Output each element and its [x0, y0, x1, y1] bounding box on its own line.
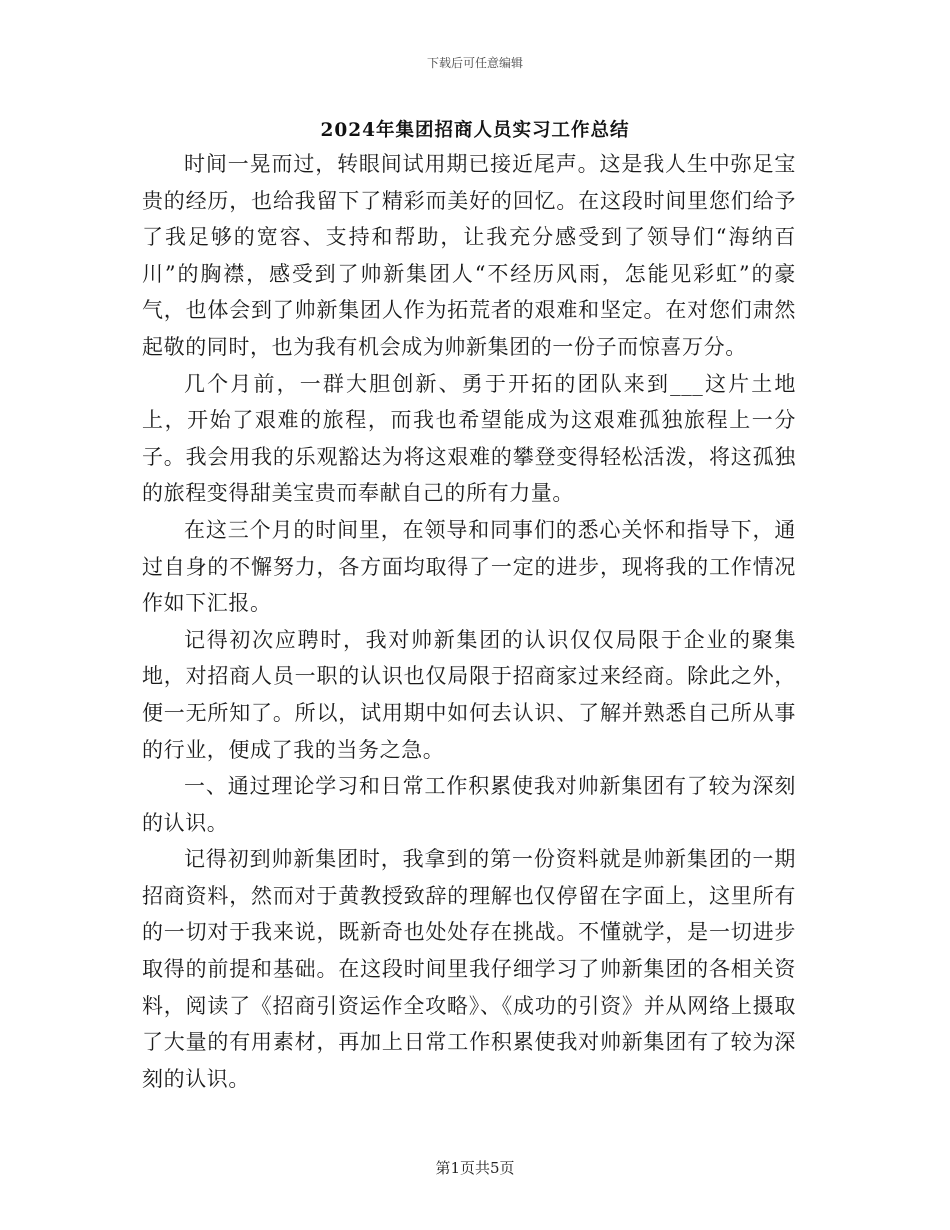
page-number: 第1页共5页 [435, 1159, 515, 1177]
document-title: 2024年集团招商人员实习工作总结 [320, 120, 630, 141]
paragraph: 记得初次应聘时，我对帅新集团的认识仅仅局限于企业的聚集地，对招商人员一职的认识也仅局限于招商家过来经商。除此之外，便一无所知了。所以，试用期中如何去认识、了解并熟悉自己所从事的行业，便成了我的当务之急。 [142, 627, 796, 762]
header-note: 下载后可任意编辑 [426, 56, 523, 70]
paragraph: 几个月前，一群大胆创新、勇于开拓的团队来到___这片土地上，开始了艰难的旅程，而我也希望能成为这艰难孤独旅程上一分子。我会用我的乐观豁达为将这艰难的攀登变得轻松活泼，将这孤独的旅程变得甜美宝贵而奉献自己的所有力量。 [142, 371, 796, 506]
paragraph: 记得初到帅新集团时，我拿到的第一份资料就是帅新集团的一期招商资料，然而对于黄教授致辞的理解也仅停留在字面上，这里所有的一切对于我来说，既新奇也处处存在挑战。不懂就学，是一切进步取得的前提和基础。在这段时间里我仔细学习了帅新集团的各相关资料，阅读了《招商引资运作全攻略》、《成功的引资》并从网络上摄取了大量的有用素材，再加上日常工作积累使我对帅新集团有了较为深刻的认识。 [142, 847, 796, 1091]
document-body [142, 146, 796, 1097]
paragraph: 在这三个月的时间里，在领导和同事们的悉心关怀和指导下，通过自身的不懈努力，各方面均取得了一定的进步，现将我的工作情况作如下汇报。 [142, 517, 796, 616]
paragraph: 一、通过理论学习和日常工作积累使我对帅新集团有了较为深刻的认识。 [142, 774, 796, 835]
paragraph: 时间一晃而过，转眼间试用期已接近尾声。这是我人生中弥足宝贵的经历，也给我留下了精彩而美好的回忆。在这段时间里您们给予了我足够的宽容、支持和帮助，让我充分感受到了领导们“海纳百川”的胸襟，感受到了帅新集团人“不经历风雨，怎能见彩虹”的豪气，也体会到了帅新集团人作为拓荒者的艰难和坚定。在对您们肃然起敬的同时，也为我有机会成为帅新集团的一份子而惊喜万分。 [142, 152, 796, 359]
